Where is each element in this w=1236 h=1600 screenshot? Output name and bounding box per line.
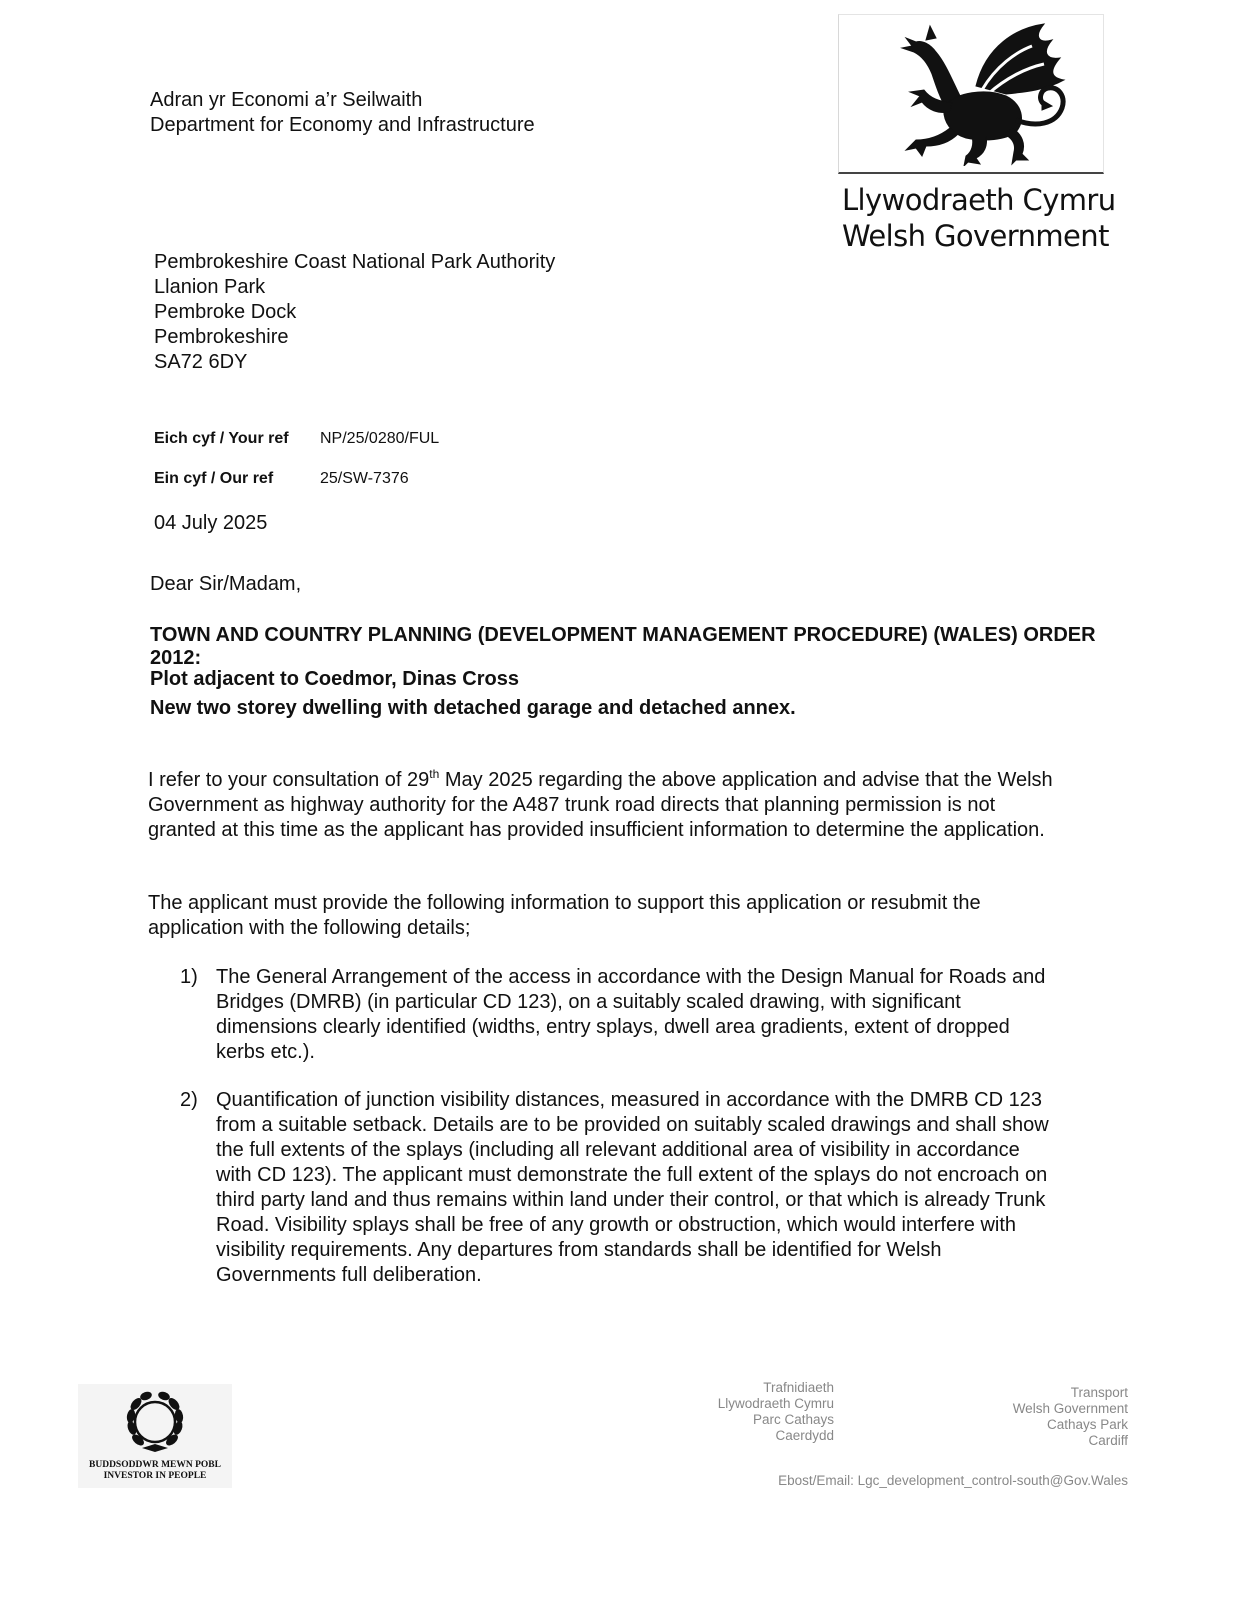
list-item-number: 1) — [180, 966, 198, 988]
investor-in-people-badge — [78, 1384, 232, 1488]
recipient-address — [154, 250, 555, 375]
footer-address-line: Llywodraeth Cymru — [717, 1396, 834, 1411]
para1-start: I refer to your consultation of 29 — [148, 769, 430, 791]
body-paragraph-2: The applicant must provide the following information to support this application or resubmit the application with the following details; — [148, 892, 981, 939]
list-item — [180, 1088, 1060, 1288]
investor-line-welsh: BUDDSODDWR MEWN POBL — [89, 1460, 221, 1470]
department-welsh: Adran yr Economi a’r Seilwaith — [150, 89, 423, 111]
address-line: Pembroke Dock — [154, 301, 297, 323]
footer-address-line: Trafnidiaeth — [763, 1380, 834, 1395]
our-ref-label: Ein cyf / Our ref — [154, 470, 274, 487]
legislation-heading: TOWN AND COUNTRY PLANNING (DEVELOPMENT MANAGEMENT PROCEDURE) (WALES) ORDER 2012: — [150, 624, 1096, 669]
para1-rest: May 2025 regarding the above application and advise that the Welsh Government as highway authority for the A487 trunk road directs that planning permission is not granted at this time as the applicant has provided insufficient information to determine the application. — [148, 769, 1053, 841]
footer-address-line: Transport — [1070, 1385, 1128, 1400]
welsh-dragon-icon — [866, 16, 1076, 166]
references — [154, 430, 439, 510]
footer-address-welsh — [640, 1380, 834, 1444]
site-address: Plot adjacent to Coedmor, Dinas Cross — [150, 668, 519, 690]
address-line: Pembrokeshire Coast National Park Authority — [154, 251, 556, 273]
footer-address-english — [930, 1385, 1128, 1449]
body-paragraph-1 — [148, 768, 1068, 843]
address-line: SA72 6DY — [154, 351, 248, 373]
address-line: Pembrokeshire — [154, 326, 289, 348]
department-english: Department for Economy and Infrastructure — [150, 114, 535, 136]
letter-date: 04 July 2025 — [154, 512, 268, 534]
footer-address-line: Welsh Government — [1012, 1401, 1128, 1416]
footer-address-line: Cathays Park — [1046, 1417, 1128, 1432]
laurel-wreath-icon — [122, 1388, 188, 1458]
list-item-text: Quantification of junction visibility distances, measured in accordance with the DMRB CD 123 from a suitable setback. Details are to be provided on suitably scaled drawings and shall show the full extents of the splays (including all relevant additional area of visibility in accordance with CD 123). The applicant must demonstrate the full extent of the splays do not encroach on third party land and thus remains within land under their control, or that which is already Trunk Road. Visibility splays shall be free of any growth or obstruction, which would interfere with visibility requirements. Any departures from standards shall be identified for Welsh Governments full deliberation. — [216, 1089, 1049, 1286]
footer-address-line: Parc Cathays — [752, 1412, 834, 1427]
investor-line-english: INVESTOR IN PEOPLE — [103, 1471, 207, 1481]
para1-superscript: th — [429, 767, 440, 781]
address-line: Llanion Park — [154, 276, 266, 298]
department-header — [150, 88, 535, 138]
investor-text — [78, 1460, 232, 1482]
salutation: Dear Sir/Madam, — [150, 573, 302, 595]
footer-address-line: Cardiff — [1088, 1433, 1128, 1448]
footer-address-line: Caerdydd — [775, 1428, 834, 1443]
our-ref-row — [154, 470, 439, 510]
our-ref-value: 25/SW-7376 — [320, 470, 409, 487]
logo-line-welsh: Llywodraeth Cymru — [842, 183, 1116, 217]
footer-email: Ebost/Email: Lgc_development_control-south@Gov.Wales — [778, 1473, 1128, 1488]
logo-line-english: Welsh Government — [842, 219, 1109, 253]
your-ref-label: Eich cyf / Your ref — [154, 430, 289, 447]
your-ref-value: NP/25/0280/FUL — [320, 430, 440, 447]
list-item — [180, 965, 1060, 1065]
proposal-description: New two storey dwelling with detached garage and detached annex. — [150, 697, 796, 719]
logo-wordmark — [842, 182, 1116, 254]
welsh-government-logo — [838, 14, 1116, 254]
list-item-number: 2) — [180, 1089, 198, 1111]
your-ref-row — [154, 430, 439, 470]
list-item-text: The General Arrangement of the access in accordance with the Design Manual for Roads and Bridges (DMRB) (in particular CD 123), on a suitably scaled drawing, with significant dimensions clearly identified (widths, entry splays, dwell area gradients, extent of dropped kerbs etc.). — [216, 966, 1046, 1063]
